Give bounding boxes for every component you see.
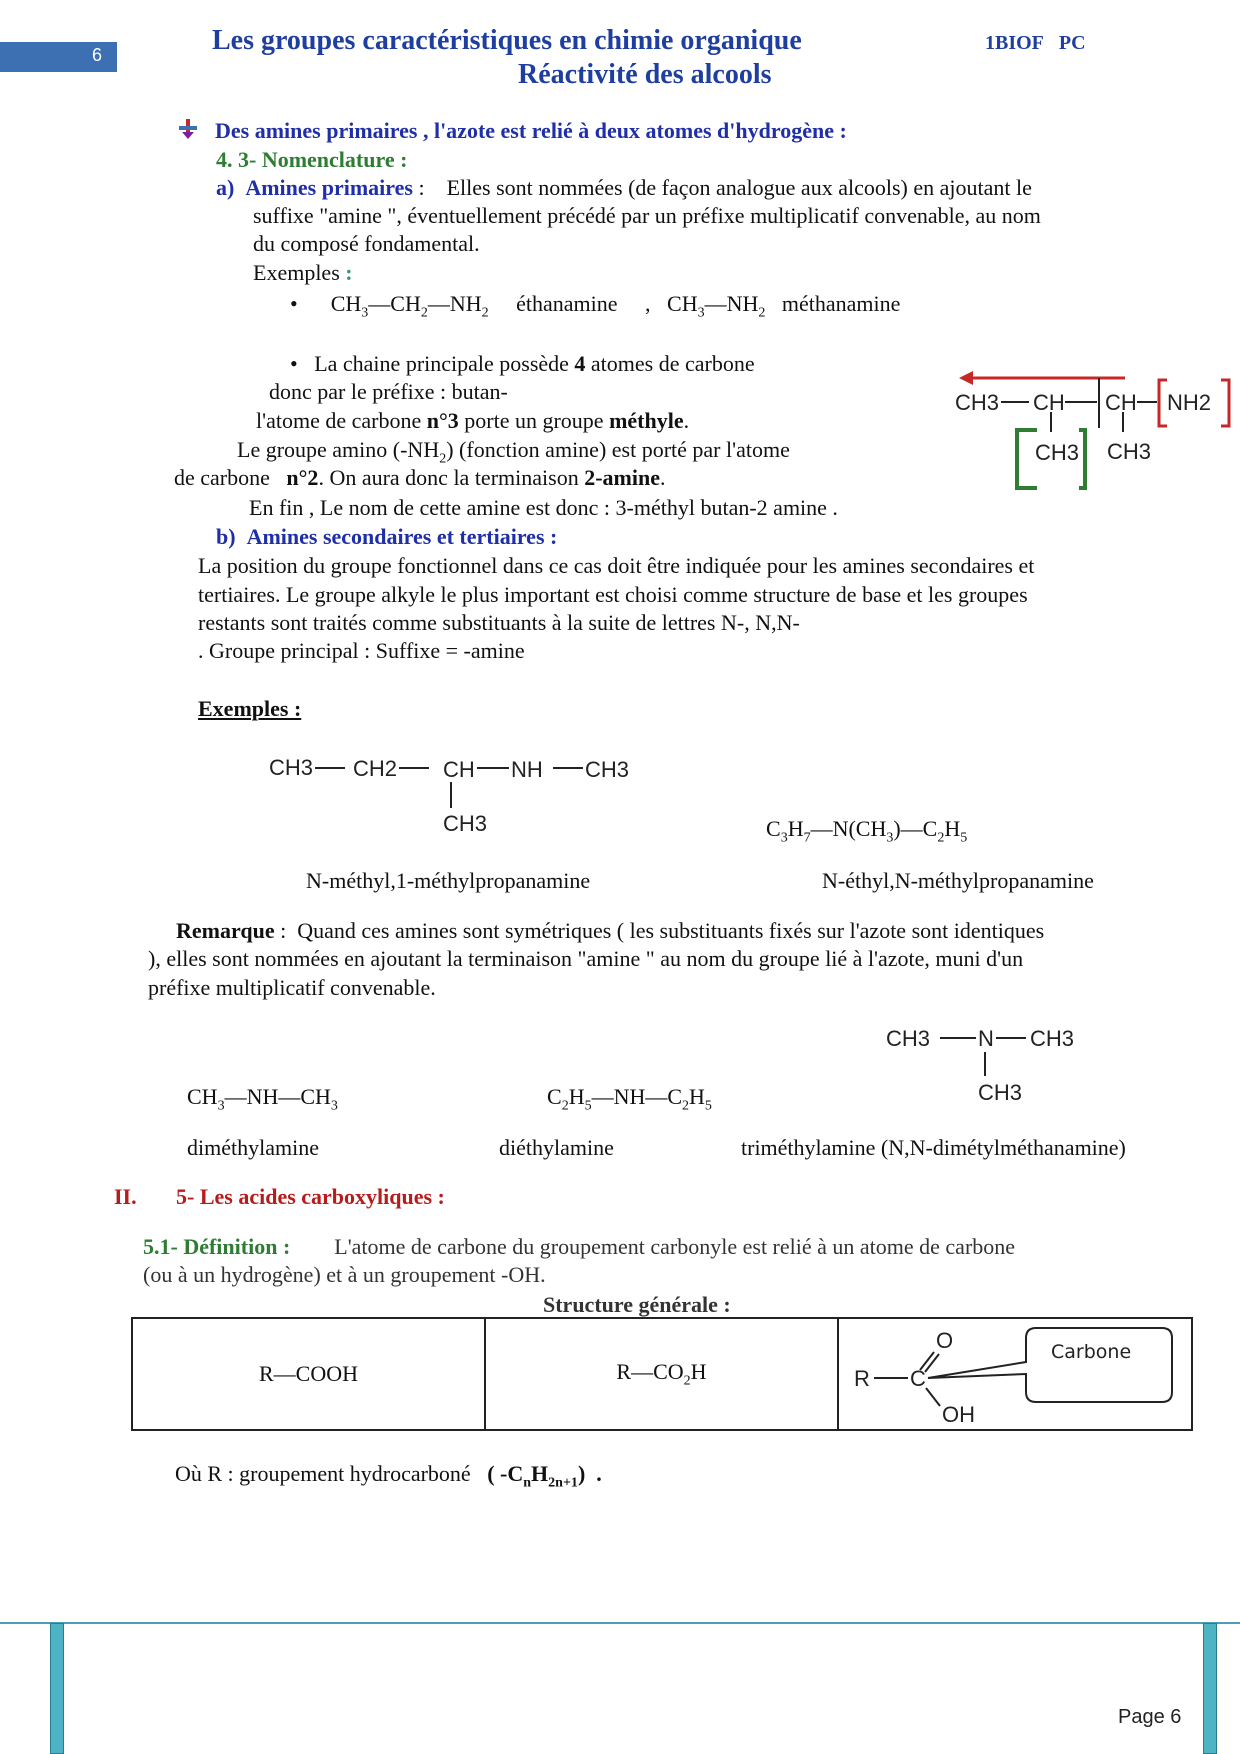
sec-p1: La position du groupe fonctionnel dans ce cas doit être indiquée pour les amines secondaires et (198, 553, 1035, 578)
structure-table (131, 1317, 1193, 1431)
remark-line3: préfixe multiplicatif convenable. (148, 975, 436, 1000)
page-title: Les groupes caractéristiques en chimie organique (212, 25, 802, 56)
d1-c1: CH3 (955, 390, 1000, 415)
arrow-bullet-icon (177, 118, 199, 145)
remark-name3: triméthylamine (N,N-dimétylméthanamine) (741, 1135, 1126, 1160)
acids-roman: II. (114, 1184, 137, 1209)
footer-line (0, 1622, 1240, 1624)
diagram-mol1 (265, 748, 645, 840)
definition-line2: (ou à un hydrogène) et à un groupement -OH. (143, 1262, 546, 1287)
diagram-methylbutanamine (945, 368, 1235, 498)
line-carbone: de carbone n°2. On aura donc la terminaison 2-amine. (174, 465, 666, 490)
structure-label: Structure générale : (543, 1292, 731, 1317)
level-text: 1BIOF (985, 32, 1044, 54)
d1-c3: CH (1105, 390, 1137, 415)
carbone-b: n°2 (286, 465, 319, 490)
remark-line2: ), elles sont nommées en ajoutant la terminaison "amine " au nom du groupe lié à l'azote, muni d'un (148, 946, 1024, 971)
callout-text: Carbone (1050, 1341, 1132, 1363)
formula-diethyl: $C_2H_5—NH—C_2H_5$ (547, 1084, 712, 1114)
footer-bar-left (50, 1623, 64, 1754)
carboxyl-diagram (840, 1320, 1190, 1428)
m1-d: NH (511, 757, 543, 782)
examples-label: Exemples (253, 260, 340, 285)
where-text: Où R : groupement hydrocarboné (175, 1461, 471, 1486)
acids-heading: 5- Les acides carboxyliques : (176, 1184, 445, 1209)
main-chain-arrow-head (959, 371, 973, 385)
remark-l1: Quand ces amines sont symétriques ( les substituants fixés sur l'azote sont identiques (297, 918, 1045, 943)
sec-name1: N-méthyl,1-méthylpropanamine (306, 868, 591, 893)
chain-text-a: La chaine principale possède (314, 351, 569, 376)
b-heading (216, 523, 557, 551)
primary-heading: Des amines primaires , l'azote est relié à deux atomes d'hydrogène : (215, 118, 847, 143)
level-label (985, 32, 1086, 55)
carbone-a: de carbone (174, 465, 270, 490)
example1-name: éthanamine (516, 291, 618, 316)
d1-nh2: NH2 (1167, 390, 1212, 415)
a-label: Amines primaires (245, 175, 413, 200)
a-text2: suffixe "amine ", éventuellement précédé par un préfixe multiplicatif convenable, au nom (253, 203, 1041, 228)
bullet-chain: • La chaine principale possède 4 atomes de carbone (290, 351, 755, 376)
m1-c: CH (443, 757, 475, 782)
d1-sub2: CH3 (1107, 439, 1152, 464)
m1-a: CH3 (269, 755, 314, 780)
structure-cell-1: R—COOH (132, 1318, 485, 1430)
atome-d: méthyle (609, 408, 684, 433)
line-enfin: En fin , Le nom de cette amine est donc : 3-méthyl butan-2 amine . (249, 495, 838, 520)
sec-examples-label (198, 695, 301, 723)
diagram-trimethylamine (880, 1018, 1090, 1110)
formula-dimethyl: $CH_3—NH—CH_3$ (187, 1084, 338, 1114)
footer-bar-right (1203, 1623, 1217, 1754)
example2-name: méthanamine (781, 291, 901, 316)
callout-bubble (928, 1328, 1172, 1402)
d1-c2: CH (1033, 390, 1065, 415)
primary-a-line1: a) Amines primaires : Elles sont nommées (de façon analogue aux alcools) en ajoutant le (216, 175, 1032, 200)
sec-examples-text: Exemples : (198, 696, 302, 721)
tri-b: CH3 (1030, 1026, 1075, 1051)
chain-text-c: atomes de carbone (590, 351, 755, 376)
subject-text: PC (1058, 32, 1086, 54)
a-text3: du composé fondamental. (253, 231, 480, 256)
atome-a: l'atome de carbone (256, 408, 422, 433)
page-number-tab-text: 6 (92, 45, 103, 65)
examples-primary: Exemples : (253, 260, 353, 285)
cx-c: C (909, 1366, 926, 1391)
def-text1: L'atome de carbone du groupement carbonyle est relié à un atome de carbone (334, 1234, 1016, 1259)
carbone-d: 2-amine (584, 465, 660, 490)
line-atome: l'atome de carbone n°3 porte un groupe méthyle. (256, 408, 690, 433)
amino-a: Le groupe amino (-NH (237, 437, 440, 462)
atome-c: porte un groupe (464, 408, 604, 433)
sec-p3: restants sont traités comme substituants à la suite de lettres N-, N,N- (198, 610, 800, 635)
footer-page-label: Page 6 (1118, 1706, 1182, 1728)
sec-p2: tertiaires. Le groupe alkyle le plus important est choisi comme structure de base et les groupes (198, 582, 1028, 607)
b-marker: b) (216, 524, 236, 549)
carbone-c: . On aura donc la terminaison (318, 465, 579, 490)
definition-line1 (143, 1233, 1015, 1261)
nh2-bracket-left (1159, 380, 1167, 426)
nh2-bracket-right (1221, 380, 1229, 426)
amino-b: ) (fonction amine) est porté par l'atome (446, 437, 790, 462)
a-marker: a) (216, 175, 235, 200)
line-amino: Le groupe amino $(-NH_2)$ (fonction amine) est porté par l'atome (237, 437, 790, 467)
m1-e: CH3 (585, 757, 630, 782)
cx-oh: OH (941, 1402, 975, 1427)
b-label: Amines secondaires et tertiaires : (246, 524, 558, 549)
sec-name2: N-éthyl,N-méthylpropanamine (822, 868, 1094, 893)
section-nomenclature: 4. 3- Nomenclature : (216, 147, 408, 172)
methyl-bracket-left (1017, 430, 1037, 488)
tri-a: CH3 (886, 1026, 931, 1051)
remark-name1: diméthylamine (187, 1135, 319, 1160)
where-r: Où R : groupement hydrocarboné ( $-C_nH_{2n+1}$) . (175, 1461, 602, 1491)
remark-name2: diéthylamine (499, 1135, 614, 1160)
remark-line1: Remarque : Quand ces amines sont symétriques ( les substituants fixés sur l'azote sont identiques (176, 918, 1045, 943)
a-text1: Elles sont nommées (de façon analogue aux alcools) en ajoutant le (446, 175, 1032, 200)
chain-count: 4 (574, 351, 586, 376)
example-formulas: • $CH_3—CH_2—NH_2$ éthanamine , $CH_3—NH_2$ méthanamine (290, 291, 901, 321)
structure-cell-2: $R—CO_2H$ (485, 1318, 838, 1430)
atome-b: n°3 (426, 408, 459, 433)
m1-b: CH2 (353, 756, 398, 781)
structure-row (132, 1318, 1192, 1430)
page-subtitle: Réactivité des alcools (518, 59, 772, 90)
structure-cell-3 (838, 1318, 1192, 1430)
cx-o: O (935, 1328, 954, 1353)
m1-f: CH3 (443, 811, 488, 836)
sec-p4: . Groupe principal : Suffixe = -amine (198, 638, 525, 663)
formula-mol2: $C_3H_7—N(CH_3)—C_2H_5$ (766, 816, 968, 846)
tri-n: N (978, 1026, 994, 1051)
tri-c: CH3 (978, 1080, 1023, 1105)
cx-r: R (853, 1366, 870, 1391)
d1-sub1: CH3 (1035, 440, 1080, 465)
line-donc: donc par le préfixe : butan- (269, 379, 508, 404)
remark-label: Remarque (176, 918, 275, 943)
methyl-bracket-right (1079, 430, 1085, 488)
def-label: 5.1- Définition : (143, 1234, 291, 1259)
